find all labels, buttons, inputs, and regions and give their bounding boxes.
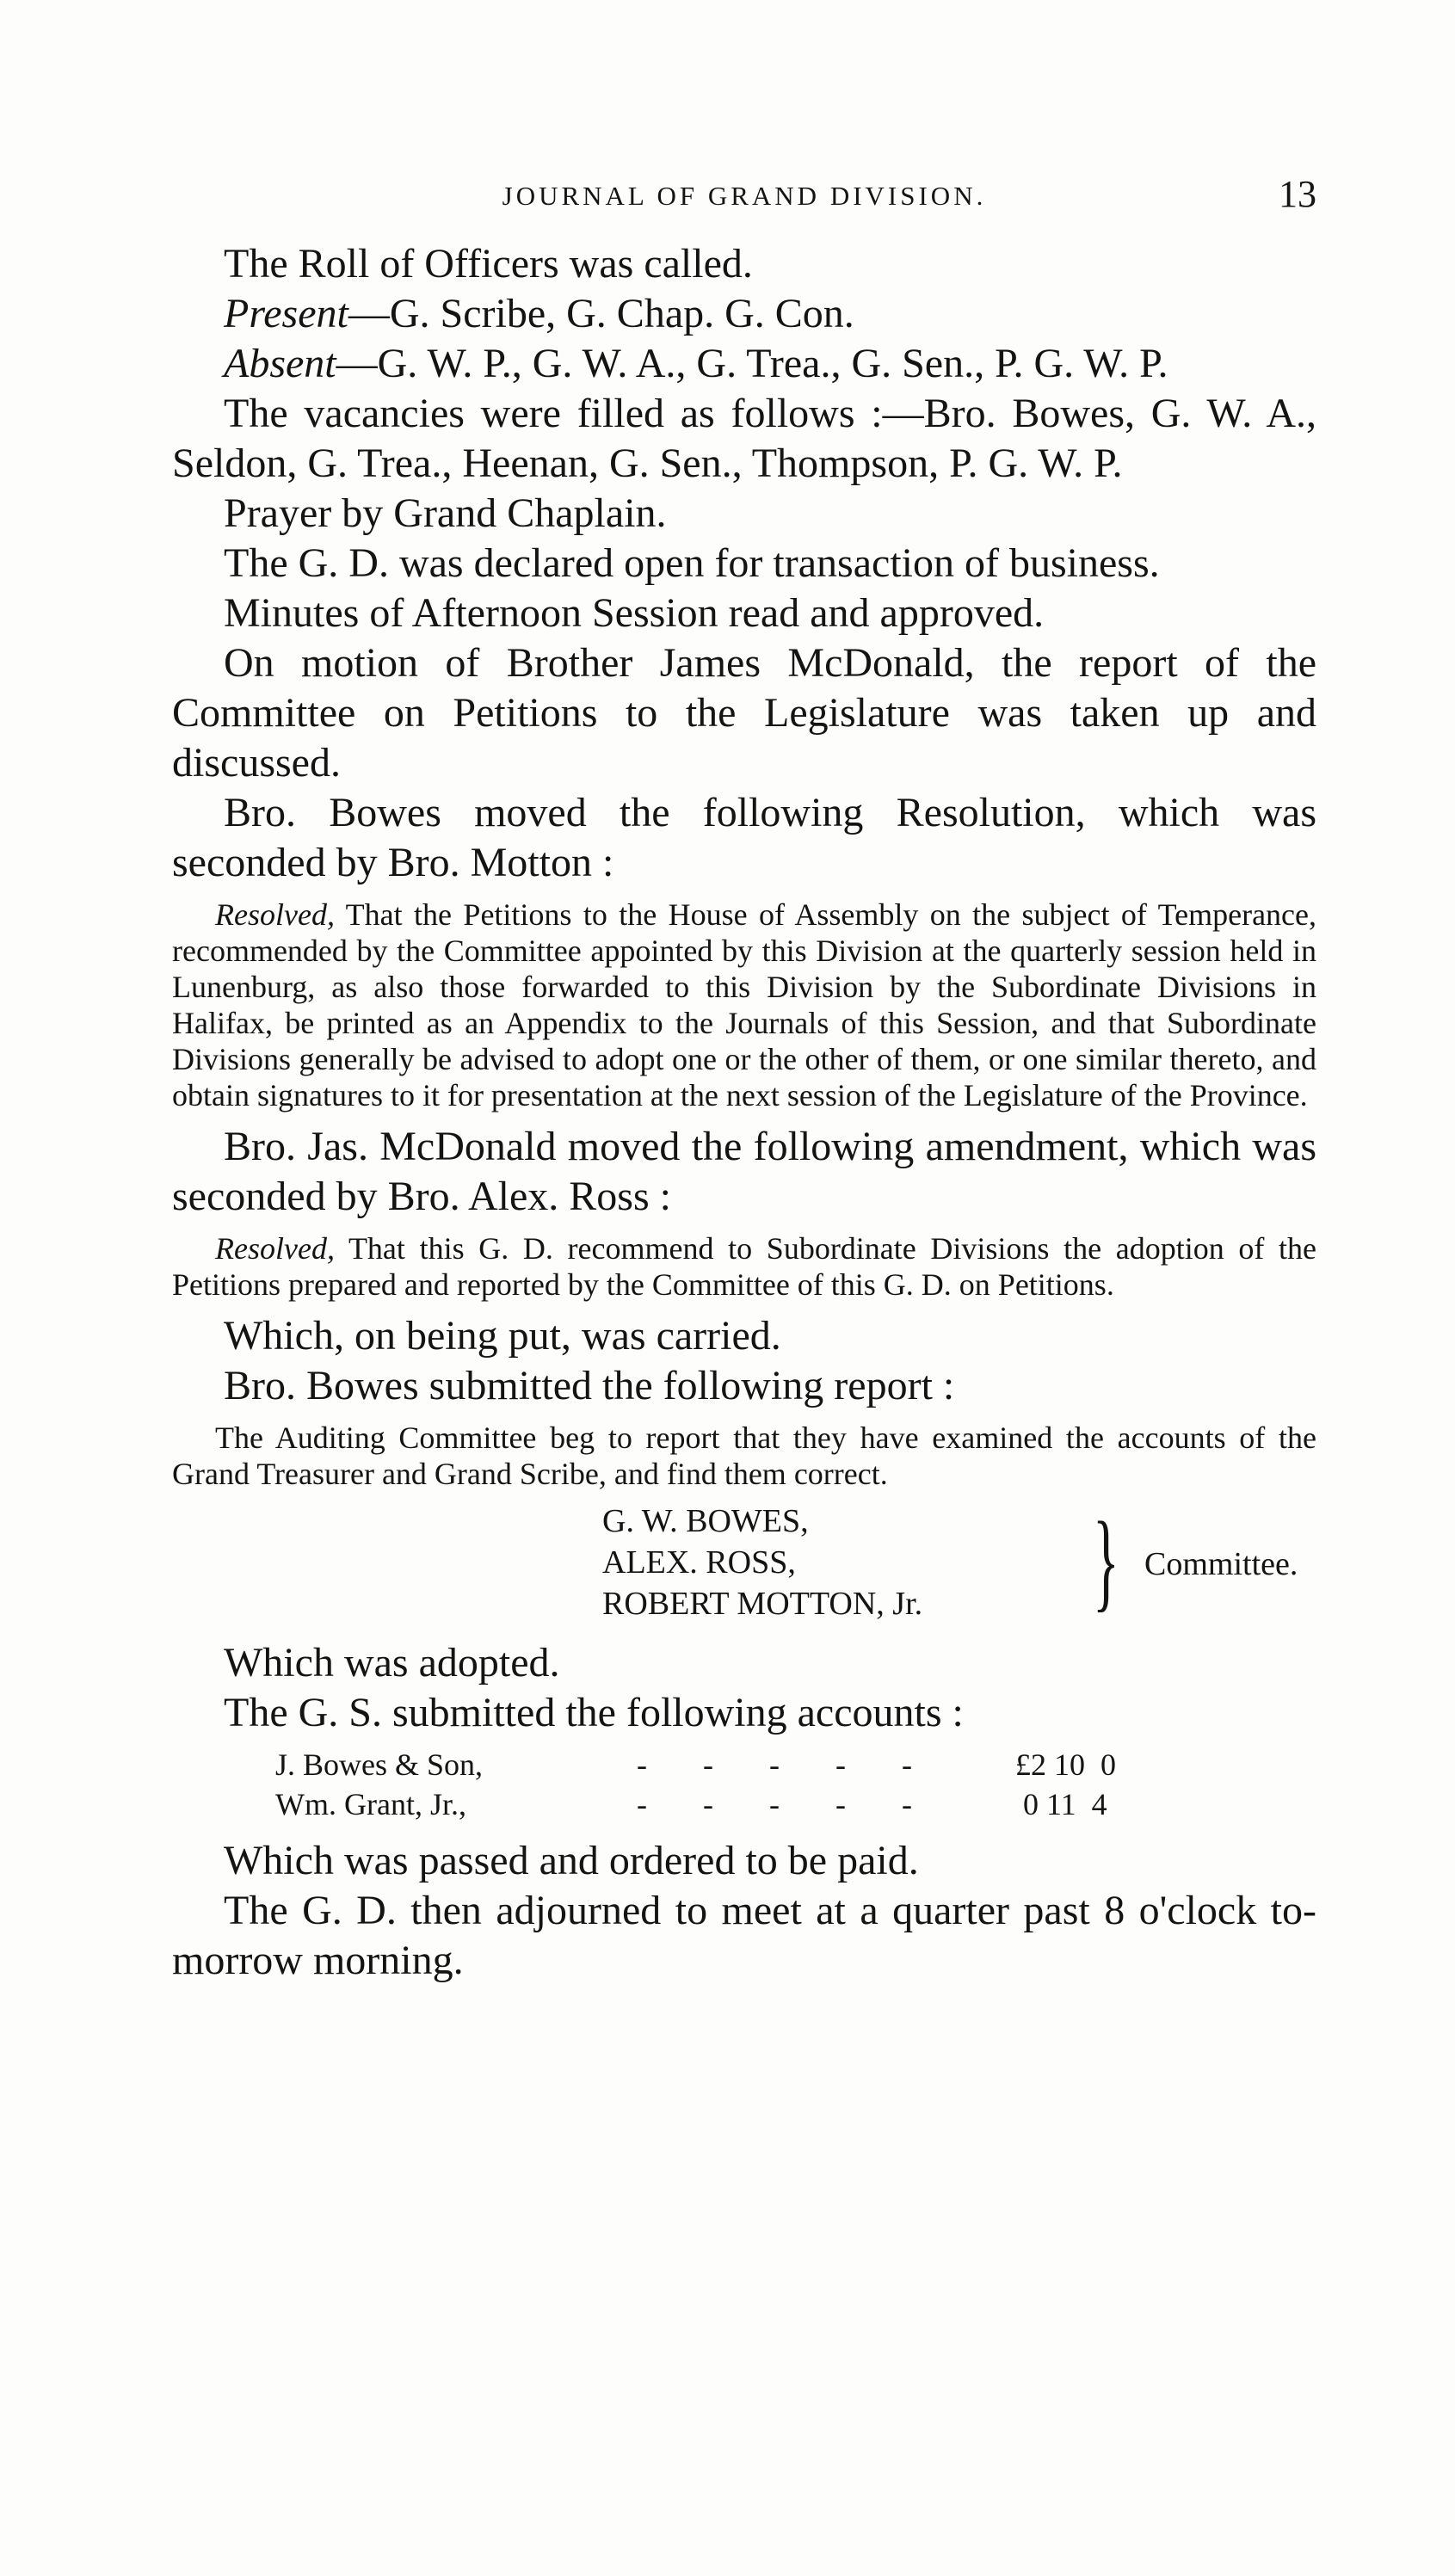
signature-name: ALEX. ROSS, bbox=[602, 1544, 796, 1581]
paragraph-amendment: Bro. Jas. McDonald moved the following amendment, which was seconded by Bro. Alex. Ross : bbox=[172, 1124, 1316, 1219]
present-label: Present bbox=[224, 291, 348, 336]
resolution-two-text: That this G. D. recommend to Subordinate Divisions the adoption of the Petitions prepared and reported by the Committee of this G. D. on Petitions. bbox=[172, 1231, 1316, 1302]
resolution-one-label: Resolved, bbox=[215, 897, 335, 932]
absent-label: Absent bbox=[224, 341, 336, 386]
auditing-report: The Auditing Committee beg to report that they have examined the accounts of the Grand Treasurer and Grand Scribe, and find them correct. bbox=[172, 1420, 1316, 1491]
paragraph-vacancies: The vacancies were filled as follows :—Bro. Bowes, G. W. A., Seldon, G. Trea., Heenan, G. Sen., Thompson, P. G. W. P. bbox=[172, 391, 1316, 486]
page-number: 13 bbox=[1279, 173, 1316, 215]
resolution-two-label: Resolved, bbox=[215, 1231, 335, 1266]
present-text: —G. Scribe, G. Chap. G. Con. bbox=[348, 291, 854, 336]
signature-names bbox=[602, 1501, 922, 1624]
resolution-one-text: That the Petitions to the House of Assembly on the subject of Temperance, recommended by the Committee appointed by this Division at the quarterly session held in Lunenburg, as also those forwarded to this Division by the Subordinate Divisions in Halifax, be printed as an Appendix to the Journals of this Session, and that Subordinate Divisions generally be advised to adopt one or the other of them, or one similar thereto, and obtain signatures to it for presentation at the next session of the Legislature of the Province. bbox=[172, 897, 1316, 1112]
paragraph-prayer: Prayer by Grand Chaplain. bbox=[224, 490, 667, 536]
paragraph-declared-open: The G. D. was declared open for transaction of business. bbox=[224, 540, 1160, 586]
resolution-two bbox=[172, 1230, 1316, 1303]
running-head: JOURNAL OF GRAND DIVISION. bbox=[502, 181, 987, 211]
account-name: J. Bowes & Son, bbox=[275, 1747, 484, 1782]
paragraph-motion: On motion of Brother James McDonald, the report of the Committee on Petitions to the Legislature was taken up and discussed. bbox=[172, 640, 1316, 786]
committee-signatures bbox=[172, 1501, 1316, 1630]
account-name: Wm. Grant, Jr., bbox=[275, 1787, 466, 1821]
paragraph-bowes-moved: Bro. Bowes moved the following Resolution, which was seconded by Bro. Motton : bbox=[172, 790, 1316, 885]
absent-text: —G. W. P., G. W. A., G. Trea., G. Sen., P. G. W. P. bbox=[336, 341, 1168, 386]
paragraph-roll: The Roll of Officers was called. bbox=[224, 241, 753, 287]
signature-name: ROBERT MOTTON, Jr. bbox=[602, 1586, 923, 1622]
paragraph-adjourned: The G. D. then adjourned to meet at a quarter past 8 o'clock to-morrow morning. bbox=[172, 1888, 1316, 1983]
paragraph-carried: Which, on being put, was carried. bbox=[224, 1313, 781, 1359]
signature-name: G. W. BOWES, bbox=[602, 1503, 809, 1539]
paragraph-minutes: Minutes of Afternoon Session read and approved. bbox=[224, 590, 1045, 636]
account-amount: £2 10 0 bbox=[1015, 1747, 1116, 1782]
paragraph-report-intro: Bro. Bowes submitted the following report : bbox=[224, 1363, 955, 1408]
paragraph-passed: Which was passed and ordered to be paid. bbox=[224, 1838, 919, 1883]
resolution-one bbox=[172, 897, 1316, 1113]
brace-glyph: } bbox=[1093, 1500, 1119, 1622]
accounts-list bbox=[172, 1747, 1316, 1826]
account-amount: 0 11 4 bbox=[1015, 1787, 1107, 1821]
account-row bbox=[172, 1786, 1316, 1826]
body-text bbox=[172, 239, 1316, 1986]
account-leader: - - - - - bbox=[637, 1747, 936, 1782]
account-leader: - - - - - bbox=[637, 1787, 936, 1821]
committee-label: Committee. bbox=[1144, 1546, 1298, 1582]
paragraph-absent bbox=[172, 339, 1316, 389]
paragraph-adopted: Which was adopted. bbox=[224, 1640, 560, 1685]
account-row bbox=[172, 1747, 1316, 1786]
paragraph-present bbox=[172, 289, 1316, 339]
document-page bbox=[172, 172, 1316, 1986]
paragraph-accounts-intro: The G. S. submitted the following accounts : bbox=[224, 1690, 964, 1735]
page-header bbox=[172, 172, 1316, 220]
